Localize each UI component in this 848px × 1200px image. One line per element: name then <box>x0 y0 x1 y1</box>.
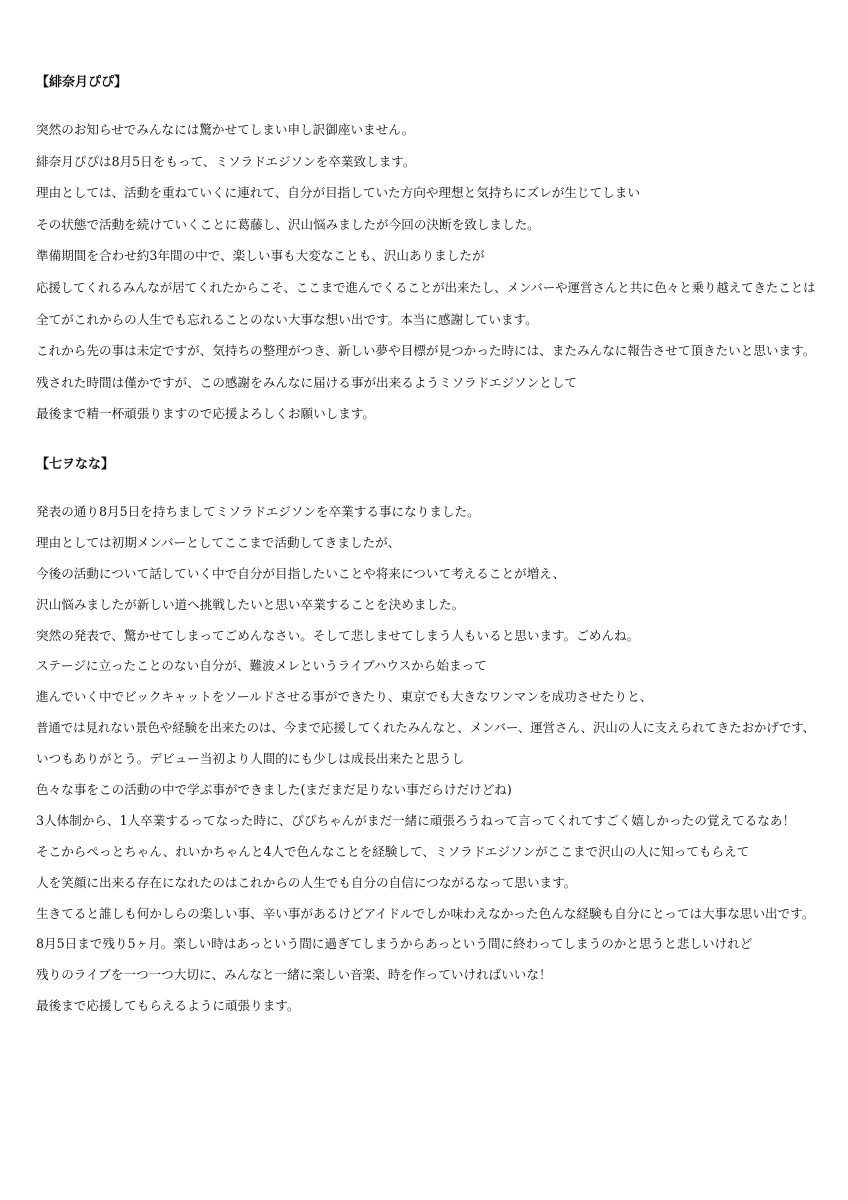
text-line: 最後まで精一杯頑張りますので応援よろしくお願いします。 <box>36 406 376 422</box>
text-line: 進んでいく中でビックキャットをソールドさせる事ができたり、東京でも大きなワンマンを成功させたりと、 <box>36 689 653 705</box>
text-line: 生きてると誰しも何かしらの楽しい事、辛い事があるけどアイドルでしか味わえなかった色んな経験も自分にとっては大事な思い出です。 <box>36 905 815 921</box>
text-line: 残りのライブを一つ一つ大切に、みんなと一緒に楽しい音楽、時を作っていければいいな！ <box>36 967 552 983</box>
text-line: 沢山悩みましたが新しい道へ挑戦したいと思い卒業することを決めました。 <box>36 596 465 612</box>
text-line: 残された時間は僅かですが、この感謝をみんなに届ける事が出来るようミソラドエジソンとして <box>36 374 578 390</box>
text-line: 人を笑顔に出来る存在になれたのはこれからの人生でも自分の自信につながるなって思います。 <box>36 874 577 890</box>
section-heading: 【七ヲなな】 <box>36 457 115 472</box>
text-line: 3人体制から、1人卒業するってなった時に、ぴぴちゃんがまだ一緒に頑張ろうねって言ってくれてすごく嬉しかったの覚えてるなあ！ <box>36 812 796 828</box>
text-line: 突然の発表で、驚かせてしまってごめんなさい。そして悲しませてしまう人もいると思います。ごめんね。 <box>36 627 640 643</box>
statement-section-nanao-nana <box>36 456 826 1028</box>
text-line: その状態で活動を続けていくことに葛藤し、沢山悩みましたが今回の決断を致しました。 <box>36 216 540 232</box>
text-line: いつもありがとう。デビュー当初より人間的にも少しは成長出来たと思うし <box>36 751 465 767</box>
text-line: 最後まで応援してもらえるように頑張ります。 <box>36 998 300 1014</box>
text-line: 発表の通り8月5日を持ちましてミソラドエジソンを卒業する事になりました。 <box>36 504 480 519</box>
text-line: 理由としては初期メンバーとしてここまで活動してきましたが、 <box>36 534 401 550</box>
text-line: 全てがこれからの人生でも忘れることのない大事な想い出です。本当に感謝しています。 <box>36 311 538 327</box>
text-line: 緋奈月ぴぴは8月5日をもって、ミソラドエジソンを卒業致します。 <box>36 153 416 169</box>
statement-body <box>36 121 826 423</box>
section-heading: 【緋奈月ぴぴ】 <box>36 75 128 90</box>
text-line: 突然のお知らせでみんなには驚かせてしまい申し訳御座いません。 <box>36 122 415 137</box>
text-line: 色々な事をこの活動の中で学ぶ事ができました(まだまだ足りない事だらけだけどね) <box>36 782 512 798</box>
statement-body <box>36 503 826 1015</box>
text-line: 理由としては、活動を重ねていくに連れて、自分が目指していた方向や理想と気持ちにズレが生じてしまい <box>36 185 640 201</box>
statement-section-hinatsuki-pipi <box>36 74 826 437</box>
text-line: ステージに立ったことのない自分が、難波メレというライブハウスから始まって <box>36 658 487 674</box>
text-line: 普通では見れない景色や経験を出来たのは、今まで応援してくれたみんなと、メンバー、運営さん、沢山の人に支えられてきたおかげです、 <box>36 720 815 736</box>
text-line: 準備期間を合わせ約3年間の中で、楽しい事も大変なことも、沢山ありましたが <box>36 248 485 264</box>
text-line: 8月5日まで残り5ヶ月。楽しい時はあっという間に過ぎてしまうからあっという間に終わってしまうのかと思うと悲しいけれど <box>36 936 753 952</box>
text-line: これから先の事は未定ですが、気持ちの整理がつき、新しい夢や目標が見つかった時には、またみんなに報告させて頂きたいと思います。 <box>36 343 816 359</box>
text-line: 今後の活動について話していく中で自分が目指したいことや将来について考えることが増え、 <box>36 565 566 581</box>
text-line: 応援してくれるみんなが居てくれたからこそ、ここまで進んでくることが出来たし、メンバーや運営さんと共に色々と乗り越えてきたことは <box>36 279 816 295</box>
text-line: そこからぺっとちゃん、れいかちゃんと4人で色んなことを経験して、ミソラドエジソンがここまで沢山の人に知ってもらえて <box>36 843 750 859</box>
